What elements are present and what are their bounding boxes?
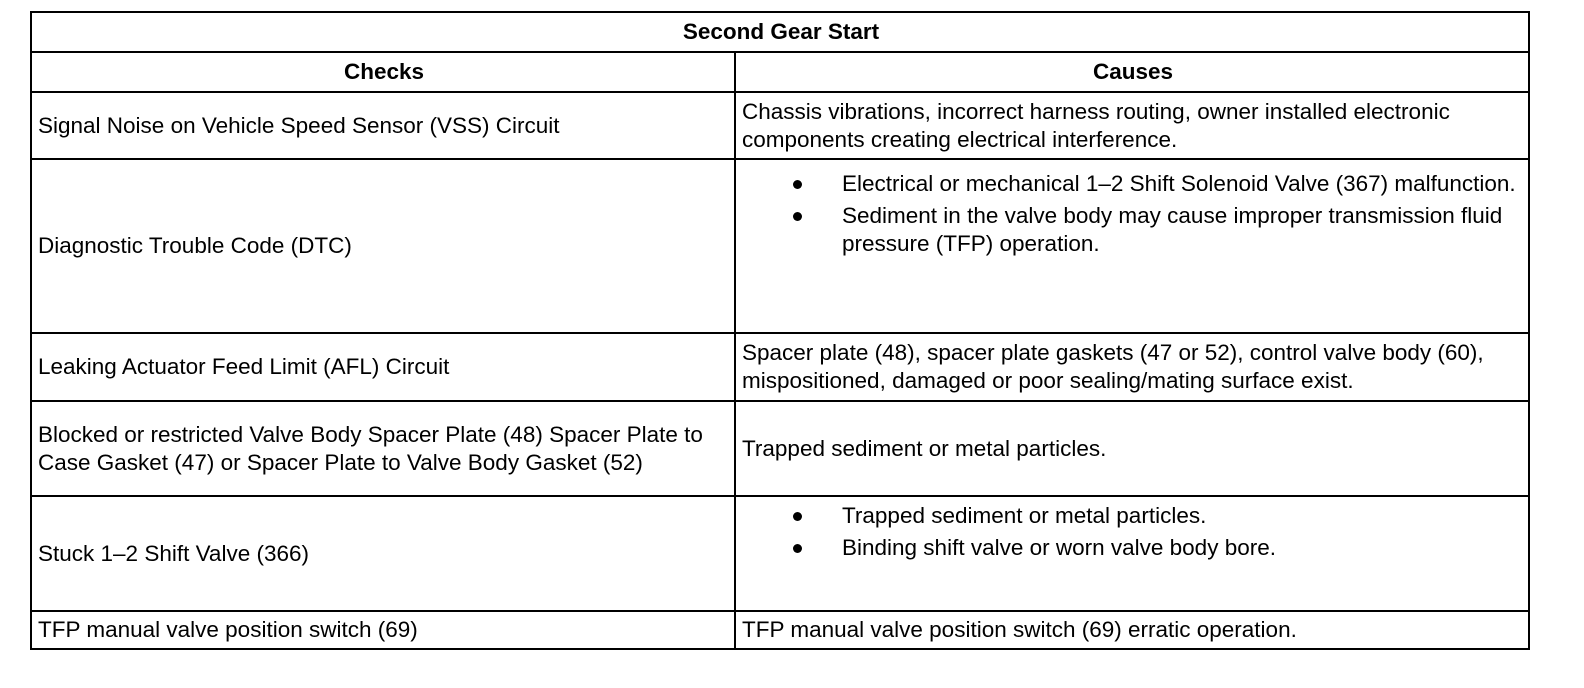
list-item: Trapped sediment or metal particles.	[742, 502, 1524, 530]
table-row	[31, 611, 1529, 649]
list-item: Electrical or mechanical 1–2 Shift Solenoid Valve (367) malfunction.	[742, 170, 1524, 198]
table-row	[31, 159, 1529, 333]
cause-cell: TFP manual valve position switch (69) erratic operation.	[735, 611, 1529, 649]
check-cell: Stuck 1–2 Shift Valve (366)	[31, 496, 735, 611]
header-causes: Causes	[735, 52, 1529, 92]
check-cell: Leaking Actuator Feed Limit (AFL) Circuit	[31, 333, 735, 401]
table-row	[31, 92, 1529, 159]
check-cell: Blocked or restricted Valve Body Spacer Plate (48) Spacer Plate to Case Gasket (47) or Spacer Plate to Valve Body Gasket (52)	[31, 401, 735, 496]
diagnosis-table	[30, 11, 1530, 650]
cause-bullet-list	[742, 170, 1524, 258]
header-checks: Checks	[31, 52, 735, 92]
table-title-row	[31, 12, 1529, 52]
cause-cell: Trapped sediment or metal particles.	[735, 401, 1529, 496]
check-cell: Diagnostic Trouble Code (DTC)	[31, 159, 735, 333]
table-header-row	[31, 52, 1529, 92]
check-cell: Signal Noise on Vehicle Speed Sensor (VSS) Circuit	[31, 92, 735, 159]
cause-cell: Chassis vibrations, incorrect harness routing, owner installed electronic components creating electrical interference.	[735, 92, 1529, 159]
cause-bullet-list	[742, 502, 1524, 562]
cause-cell: Spacer plate (48), spacer plate gaskets (47 or 52), control valve body (60), mispositioned, damaged or poor sealing/mating surface exist.	[735, 333, 1529, 401]
cause-cell	[735, 496, 1529, 611]
cause-cell	[735, 159, 1529, 333]
list-item: Sediment in the valve body may cause improper transmission fluid pressure (TFP) operation.	[742, 202, 1524, 258]
table-title: Second Gear Start	[31, 12, 1529, 52]
table-row	[31, 496, 1529, 611]
table-row	[31, 333, 1529, 401]
check-cell: TFP manual valve position switch (69)	[31, 611, 735, 649]
list-item: Binding shift valve or worn valve body bore.	[742, 534, 1524, 562]
table-row	[31, 401, 1529, 496]
